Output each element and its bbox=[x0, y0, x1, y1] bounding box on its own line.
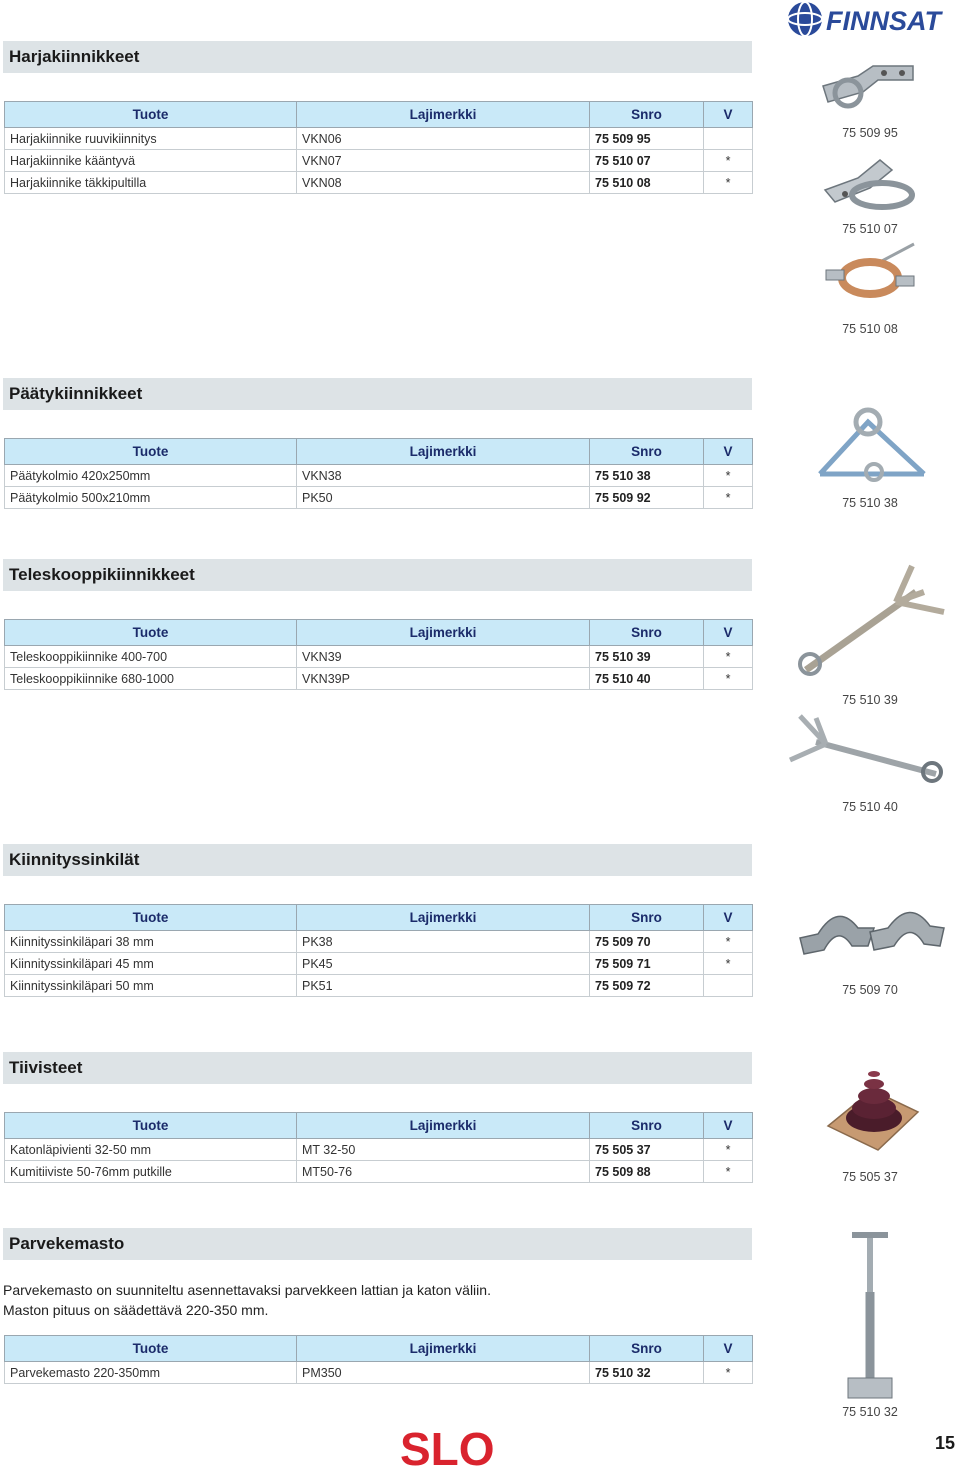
caption-75-509-95: 75 509 95 bbox=[842, 126, 898, 140]
header-snro: Snro bbox=[590, 1336, 704, 1362]
header-lajimerkki: Lajimerkki bbox=[297, 620, 590, 646]
cell-tuote: Päätykolmio 420x250mm bbox=[5, 465, 297, 487]
saddle-clamp-icon bbox=[796, 898, 946, 968]
caption-75-510-40: 75 510 40 bbox=[842, 800, 898, 814]
cell-lajimerkki: VKN38 bbox=[297, 465, 590, 487]
header-tuote: Tuote bbox=[5, 1336, 297, 1362]
clamp-bracket-icon bbox=[820, 240, 920, 310]
header-lajimerkki: Lajimerkki bbox=[297, 1336, 590, 1362]
table-row bbox=[5, 1362, 753, 1384]
cell-tuote: Katonläpivienti 32-50 mm bbox=[5, 1139, 297, 1161]
cell-tuote: Päätykolmio 500x210mm bbox=[5, 487, 297, 509]
cell-lajimerkki: VKN39 bbox=[297, 646, 590, 668]
triangle-bracket-icon bbox=[812, 404, 930, 484]
cell-lajimerkki: MT 32-50 bbox=[297, 1139, 590, 1161]
product-table-teleskooppikiinnikkeet bbox=[4, 619, 753, 690]
header-v: V bbox=[704, 1336, 753, 1362]
cell-tuote: Harjakiinnike kääntyvä bbox=[5, 150, 297, 172]
cell-v: * bbox=[704, 1362, 753, 1384]
table-row bbox=[5, 953, 753, 975]
table-row bbox=[5, 975, 753, 997]
cell-v: * bbox=[704, 1161, 753, 1183]
cell-snro: 75 509 70 bbox=[590, 931, 704, 953]
cell-snro: 75 509 92 bbox=[590, 487, 704, 509]
cell-snro: 75 509 72 bbox=[590, 975, 704, 997]
header-lajimerkki: Lajimerkki bbox=[297, 1113, 590, 1139]
cell-v bbox=[704, 128, 753, 150]
cell-lajimerkki: PK45 bbox=[297, 953, 590, 975]
table-row bbox=[5, 465, 753, 487]
table-row bbox=[5, 487, 753, 509]
caption-75-509-70: 75 509 70 bbox=[842, 983, 898, 997]
section-title-harjakiinnikkeet: Harjakiinnikkeet bbox=[3, 41, 752, 73]
swivel-bracket-icon bbox=[820, 150, 920, 218]
telescopic-bracket-icon bbox=[796, 562, 948, 682]
header-v: V bbox=[704, 905, 753, 931]
header-v: V bbox=[704, 1113, 753, 1139]
svg-text:SLO: SLO bbox=[400, 1428, 495, 1468]
cell-tuote: Kiinnityssinkiläpari 50 mm bbox=[5, 975, 297, 997]
cell-tuote: Kiinnityssinkiläpari 45 mm bbox=[5, 953, 297, 975]
caption-75-510-08: 75 510 08 bbox=[842, 322, 898, 336]
caption-75-510-38: 75 510 38 bbox=[842, 496, 898, 510]
section-title-teleskooppikiinnikkeet: Teleskooppikiinnikkeet bbox=[3, 559, 752, 591]
table-row bbox=[5, 646, 753, 668]
cell-v: * bbox=[704, 172, 753, 194]
cell-lajimerkki: PK50 bbox=[297, 487, 590, 509]
telescopic-bracket-long-icon bbox=[786, 712, 946, 792]
section-title-paatykiinnikkeet: Päätykiinnikkeet bbox=[3, 378, 752, 410]
cell-v: * bbox=[704, 646, 753, 668]
cell-snro: 75 509 71 bbox=[590, 953, 704, 975]
header-tuote: Tuote bbox=[5, 102, 297, 128]
balcony-mast-icon bbox=[846, 1232, 894, 1400]
cell-tuote: Kiinnityssinkiläpari 38 mm bbox=[5, 931, 297, 953]
header-v: V bbox=[704, 102, 753, 128]
page-number: 15 bbox=[934, 1433, 955, 1453]
caption-75-505-37: 75 505 37 bbox=[842, 1170, 898, 1184]
cell-v: * bbox=[704, 1139, 753, 1161]
cell-lajimerkki: MT50-76 bbox=[297, 1161, 590, 1183]
product-table-kiinnityssinkilat bbox=[4, 904, 753, 997]
description-line-1: Parvekemasto on suunniteltu asennettavaksi parvekkeen lattian ja katon väliin. bbox=[3, 1282, 491, 1298]
header-tuote: Tuote bbox=[5, 620, 297, 646]
product-table-parvekemasto bbox=[4, 1335, 753, 1384]
cell-lajimerkki: PM350 bbox=[297, 1362, 590, 1384]
header-snro: Snro bbox=[590, 102, 704, 128]
cell-snro: 75 510 40 bbox=[590, 668, 704, 690]
header-lajimerkki: Lajimerkki bbox=[297, 905, 590, 931]
ridge-bracket-icon bbox=[818, 46, 918, 118]
finnsat-logo bbox=[786, 0, 956, 40]
svg-text:FINNSAT: FINNSAT bbox=[826, 6, 941, 36]
table-row bbox=[5, 1139, 753, 1161]
cell-snro: 75 505 37 bbox=[590, 1139, 704, 1161]
header-lajimerkki: Lajimerkki bbox=[297, 102, 590, 128]
cell-snro: 75 510 32 bbox=[590, 1362, 704, 1384]
table-row bbox=[5, 931, 753, 953]
cell-tuote: Kumitiiviste 50-76mm putkille bbox=[5, 1161, 297, 1183]
caption-75-510-32: 75 510 32 bbox=[842, 1405, 898, 1419]
header-snro: Snro bbox=[590, 620, 704, 646]
cell-lajimerkki: VKN07 bbox=[297, 150, 590, 172]
product-table-paatykiinnikkeet bbox=[4, 438, 753, 509]
cell-snro: 75 510 38 bbox=[590, 465, 704, 487]
caption-75-510-07: 75 510 07 bbox=[842, 222, 898, 236]
header-snro: Snro bbox=[590, 905, 704, 931]
cell-snro: 75 510 39 bbox=[590, 646, 704, 668]
table-row bbox=[5, 668, 753, 690]
cell-v bbox=[704, 975, 753, 997]
cell-tuote: Harjakiinnike ruuvikiinnitys bbox=[5, 128, 297, 150]
product-table-tiivisteet bbox=[4, 1112, 753, 1183]
section-title-kiinnityssinkilat: Kiinnityssinkilät bbox=[3, 844, 752, 876]
header-v: V bbox=[704, 620, 753, 646]
cell-snro: 75 510 08 bbox=[590, 172, 704, 194]
cell-lajimerkki: PK38 bbox=[297, 931, 590, 953]
header-tuote: Tuote bbox=[5, 1113, 297, 1139]
cell-lajimerkki: VKN39P bbox=[297, 668, 590, 690]
slo-logo bbox=[400, 1428, 520, 1468]
cell-v: * bbox=[704, 487, 753, 509]
table-row bbox=[5, 1161, 753, 1183]
header-tuote: Tuote bbox=[5, 905, 297, 931]
cell-v: * bbox=[704, 465, 753, 487]
table-row bbox=[5, 128, 753, 150]
roof-seal-icon bbox=[822, 1064, 922, 1152]
cell-v: * bbox=[704, 150, 753, 172]
table-row bbox=[5, 172, 753, 194]
cell-tuote: Harjakiinnike täkkipultilla bbox=[5, 172, 297, 194]
cell-v: * bbox=[704, 668, 753, 690]
cell-v: * bbox=[704, 953, 753, 975]
table-row bbox=[5, 150, 753, 172]
cell-snro: 75 509 95 bbox=[590, 128, 704, 150]
cell-snro: 75 509 88 bbox=[590, 1161, 704, 1183]
cell-lajimerkki: PK51 bbox=[297, 975, 590, 997]
cell-tuote: Teleskooppikiinnike 680-1000 bbox=[5, 668, 297, 690]
cell-lajimerkki: VKN06 bbox=[297, 128, 590, 150]
header-tuote: Tuote bbox=[5, 439, 297, 465]
header-snro: Snro bbox=[590, 1113, 704, 1139]
description-line-2: Maston pituus on säädettävä 220-350 mm. bbox=[3, 1302, 269, 1318]
caption-75-510-39: 75 510 39 bbox=[842, 693, 898, 707]
section-title-parvekemasto: Parvekemasto bbox=[3, 1228, 752, 1260]
header-snro: Snro bbox=[590, 439, 704, 465]
header-v: V bbox=[704, 439, 753, 465]
cell-tuote: Parvekemasto 220-350mm bbox=[5, 1362, 297, 1384]
cell-lajimerkki: VKN08 bbox=[297, 172, 590, 194]
cell-tuote: Teleskooppikiinnike 400-700 bbox=[5, 646, 297, 668]
cell-snro: 75 510 07 bbox=[590, 150, 704, 172]
header-lajimerkki: Lajimerkki bbox=[297, 439, 590, 465]
cell-v: * bbox=[704, 931, 753, 953]
product-table-harjakiinnikkeet bbox=[4, 101, 753, 194]
section-title-tiivisteet: Tiivisteet bbox=[3, 1052, 752, 1084]
